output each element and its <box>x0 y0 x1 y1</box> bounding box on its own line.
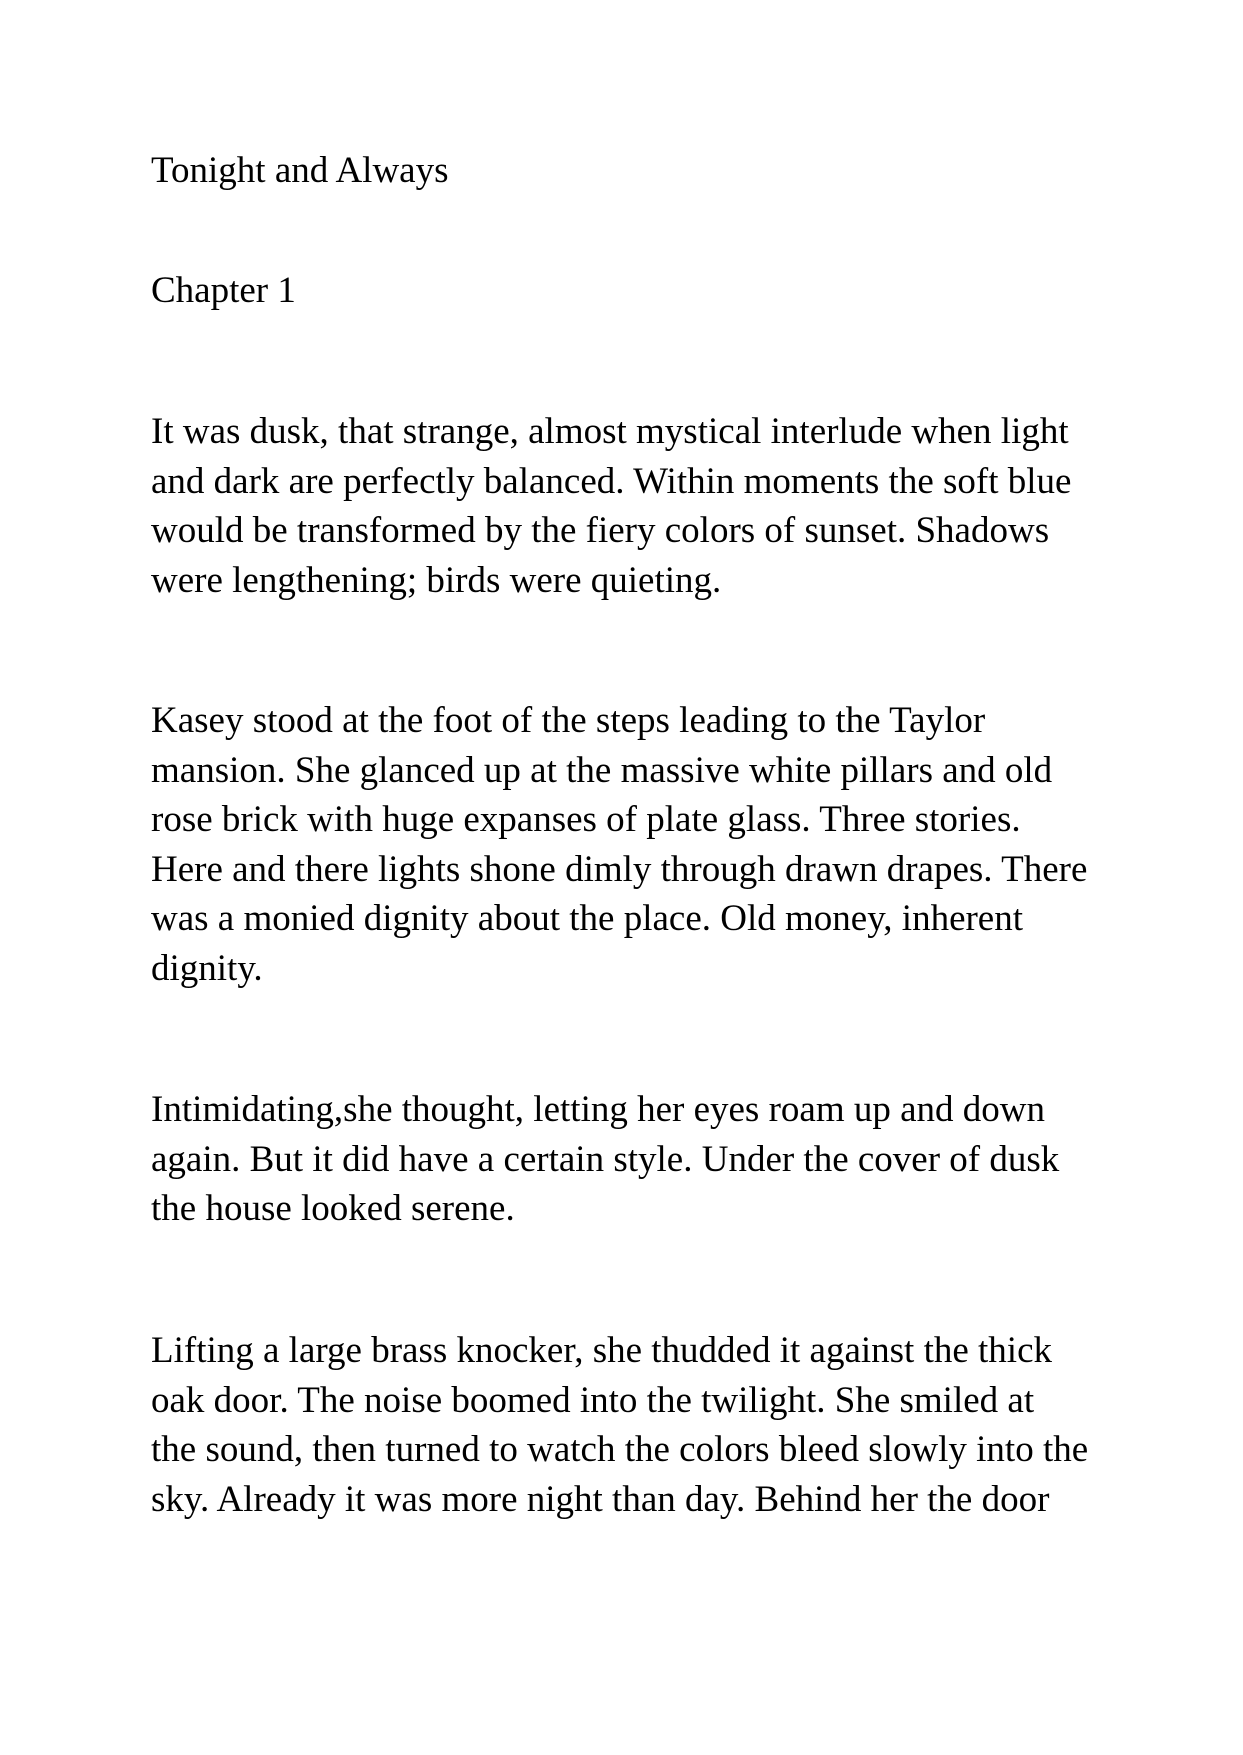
paragraph-mansion <box>151 696 1087 993</box>
paragraph-knocker <box>151 1326 1088 1524</box>
paragraph-line: Lifting a large brass knocker, she thudded it against the thick <box>151 1330 1053 1371</box>
paragraph-dusk <box>151 407 1071 605</box>
chapter-text: Chapter 1 <box>151 270 296 311</box>
paragraph-line: mansion. She glanced up at the massive white pillars and old <box>151 749 1053 791</box>
title-text: Tonight and Always <box>151 150 449 191</box>
paragraph-line: would be transformed by the fiery colors of sunset. Shadows <box>151 510 1050 551</box>
document-title <box>151 146 449 196</box>
paragraph-line: Here and there lights shone dimly through drawn drapes. There <box>151 848 1088 890</box>
paragraph-line: It was dusk, that strange, almost mystical interlude when light <box>151 411 1069 452</box>
paragraph-line: the sound, then turned to watch the colors bleed slowly into the <box>151 1429 1089 1470</box>
paragraph-line: again. But it did have a certain style. Under the cover of dusk <box>151 1138 1060 1180</box>
paragraph-line: oak door. The noise boomed into the twilight. She smiled at <box>151 1379 1035 1421</box>
paragraph-line: sky. Already it was more night than day. Behind her the door <box>151 1478 1050 1520</box>
paragraph-line: were lengthening; birds were quieting. <box>151 559 722 601</box>
paragraph-line: dignity. <box>151 947 263 989</box>
paragraph-line: Intimidating,she thought, letting her eyes roam up and down <box>151 1089 1045 1130</box>
paragraph-line: was a monied dignity about the place. Old money, inherent <box>151 898 1024 939</box>
paragraph-line: the house looked serene. <box>151 1188 515 1229</box>
paragraph-line: and dark are perfectly balanced. Within moments the soft blue <box>151 460 1072 502</box>
chapter-heading <box>151 266 296 316</box>
paragraph-line: rose brick with huge expanses of plate glass. Three stories. <box>151 799 1021 840</box>
paragraph-intimidating <box>151 1085 1059 1234</box>
paragraph-line: Kasey stood at the foot of the steps leading to the Taylor <box>151 700 986 741</box>
